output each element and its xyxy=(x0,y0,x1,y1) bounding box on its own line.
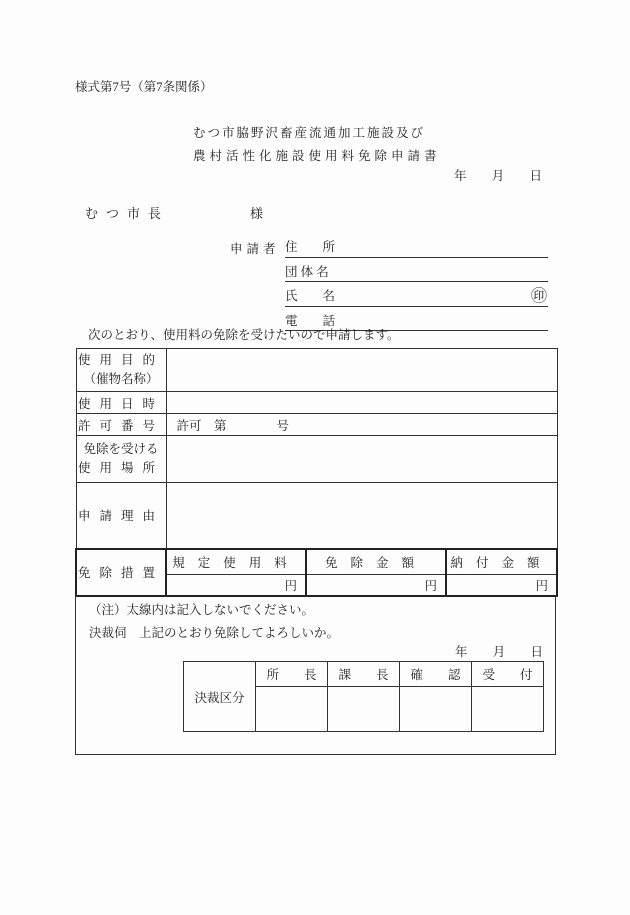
approval-stamp-table xyxy=(183,661,544,732)
form-title-line1: むつ市脇野沢畜産流通加工施設及び xyxy=(193,126,426,140)
date-line-top xyxy=(454,169,542,185)
address-field-row xyxy=(285,233,548,258)
permit-label-cell: 許可番号 xyxy=(76,414,166,436)
exempt-amount-yen-cell: 円 xyxy=(306,575,446,596)
place-row xyxy=(76,436,557,483)
approval-prompt: 決裁伺 上記のとおり免除してよろしいか。 xyxy=(89,626,340,640)
organization-label: 団 体 名 xyxy=(285,264,329,279)
confirmation-header-cell: 確 認 xyxy=(400,662,472,687)
fee-yen-cell: 円 xyxy=(166,575,306,596)
datetime-input-cell xyxy=(166,392,557,414)
payment-amount-yen-cell: 円 xyxy=(446,575,557,596)
bold-line-note: （注）太線内は記入しないでください。 xyxy=(89,603,315,617)
approval-label-cell: 決裁区分 xyxy=(184,662,256,732)
date-month-label: 月 xyxy=(491,169,505,183)
place-label-line2: 使用場所 xyxy=(77,461,164,475)
exemption-label-cell: 免除措置 xyxy=(76,549,166,596)
reason-row xyxy=(76,483,557,549)
date-year-label: 年 xyxy=(454,169,467,183)
payment-amount-header-cell: 納付金額 xyxy=(446,549,557,575)
address-label: 住 所 xyxy=(285,240,336,254)
permit-value-cell: 許可 第 号 xyxy=(166,414,557,436)
purpose-row xyxy=(76,349,557,392)
reception-header-cell: 受 付 xyxy=(472,662,544,687)
form-title-line2: 農村活性化施設使用料免除申請書 xyxy=(193,149,441,163)
name-label: 氏 名 xyxy=(285,289,336,303)
reason-label-cell: 申請理由 xyxy=(76,483,166,549)
reason-input-cell xyxy=(166,483,557,549)
date-day-label: 日 xyxy=(530,645,543,659)
phone-label: 電 話 xyxy=(285,313,336,328)
place-label-line1: 免除を受ける xyxy=(83,441,159,456)
addressee-title: むつ市長 xyxy=(85,206,170,221)
applicant-label: 申請者 xyxy=(230,242,280,256)
section-chief-header-cell: 課 長 xyxy=(328,662,400,687)
organization-field-row xyxy=(285,258,548,283)
declaration-sentence: 次のとおり、使用料の免除を受けたいので申請します。 xyxy=(88,328,400,342)
place-input-cell xyxy=(166,436,557,483)
name-field-row xyxy=(285,282,548,307)
director-stamp-cell xyxy=(256,687,328,732)
fee-header-cell: 規定使用料 xyxy=(166,549,306,575)
exempt-amount-header-cell: 免除金額 xyxy=(306,549,446,575)
addressee-honorific: 様 xyxy=(250,206,264,221)
purpose-input-cell xyxy=(166,349,557,392)
purpose-label-cell xyxy=(76,349,166,392)
datetime-row xyxy=(76,392,557,414)
director-header-cell: 所 長 xyxy=(256,662,328,687)
confirmation-stamp-cell xyxy=(400,687,472,732)
form-number: 様式第7号（第7条関係） xyxy=(75,80,213,94)
exemption-application-table xyxy=(75,348,558,597)
reception-stamp-cell xyxy=(472,687,544,732)
date-day-label: 日 xyxy=(529,169,542,183)
approval-section-box xyxy=(75,595,556,755)
approval-header-row xyxy=(184,662,544,687)
date-month-label: 月 xyxy=(492,645,506,659)
purpose-sublabel: （催物名称） xyxy=(83,372,159,386)
date-year-label: 年 xyxy=(455,645,468,659)
exemption-header-row xyxy=(76,549,557,575)
section-chief-stamp-cell xyxy=(328,687,400,732)
date-line-approval xyxy=(455,645,543,661)
seal-mark-icon: ㊞ xyxy=(530,287,547,305)
permit-number-row xyxy=(76,414,557,436)
place-label-cell xyxy=(76,436,166,483)
applicant-fields xyxy=(285,233,548,331)
datetime-label-cell: 使用日時 xyxy=(76,392,166,414)
purpose-label: 使用目的 xyxy=(77,352,164,367)
